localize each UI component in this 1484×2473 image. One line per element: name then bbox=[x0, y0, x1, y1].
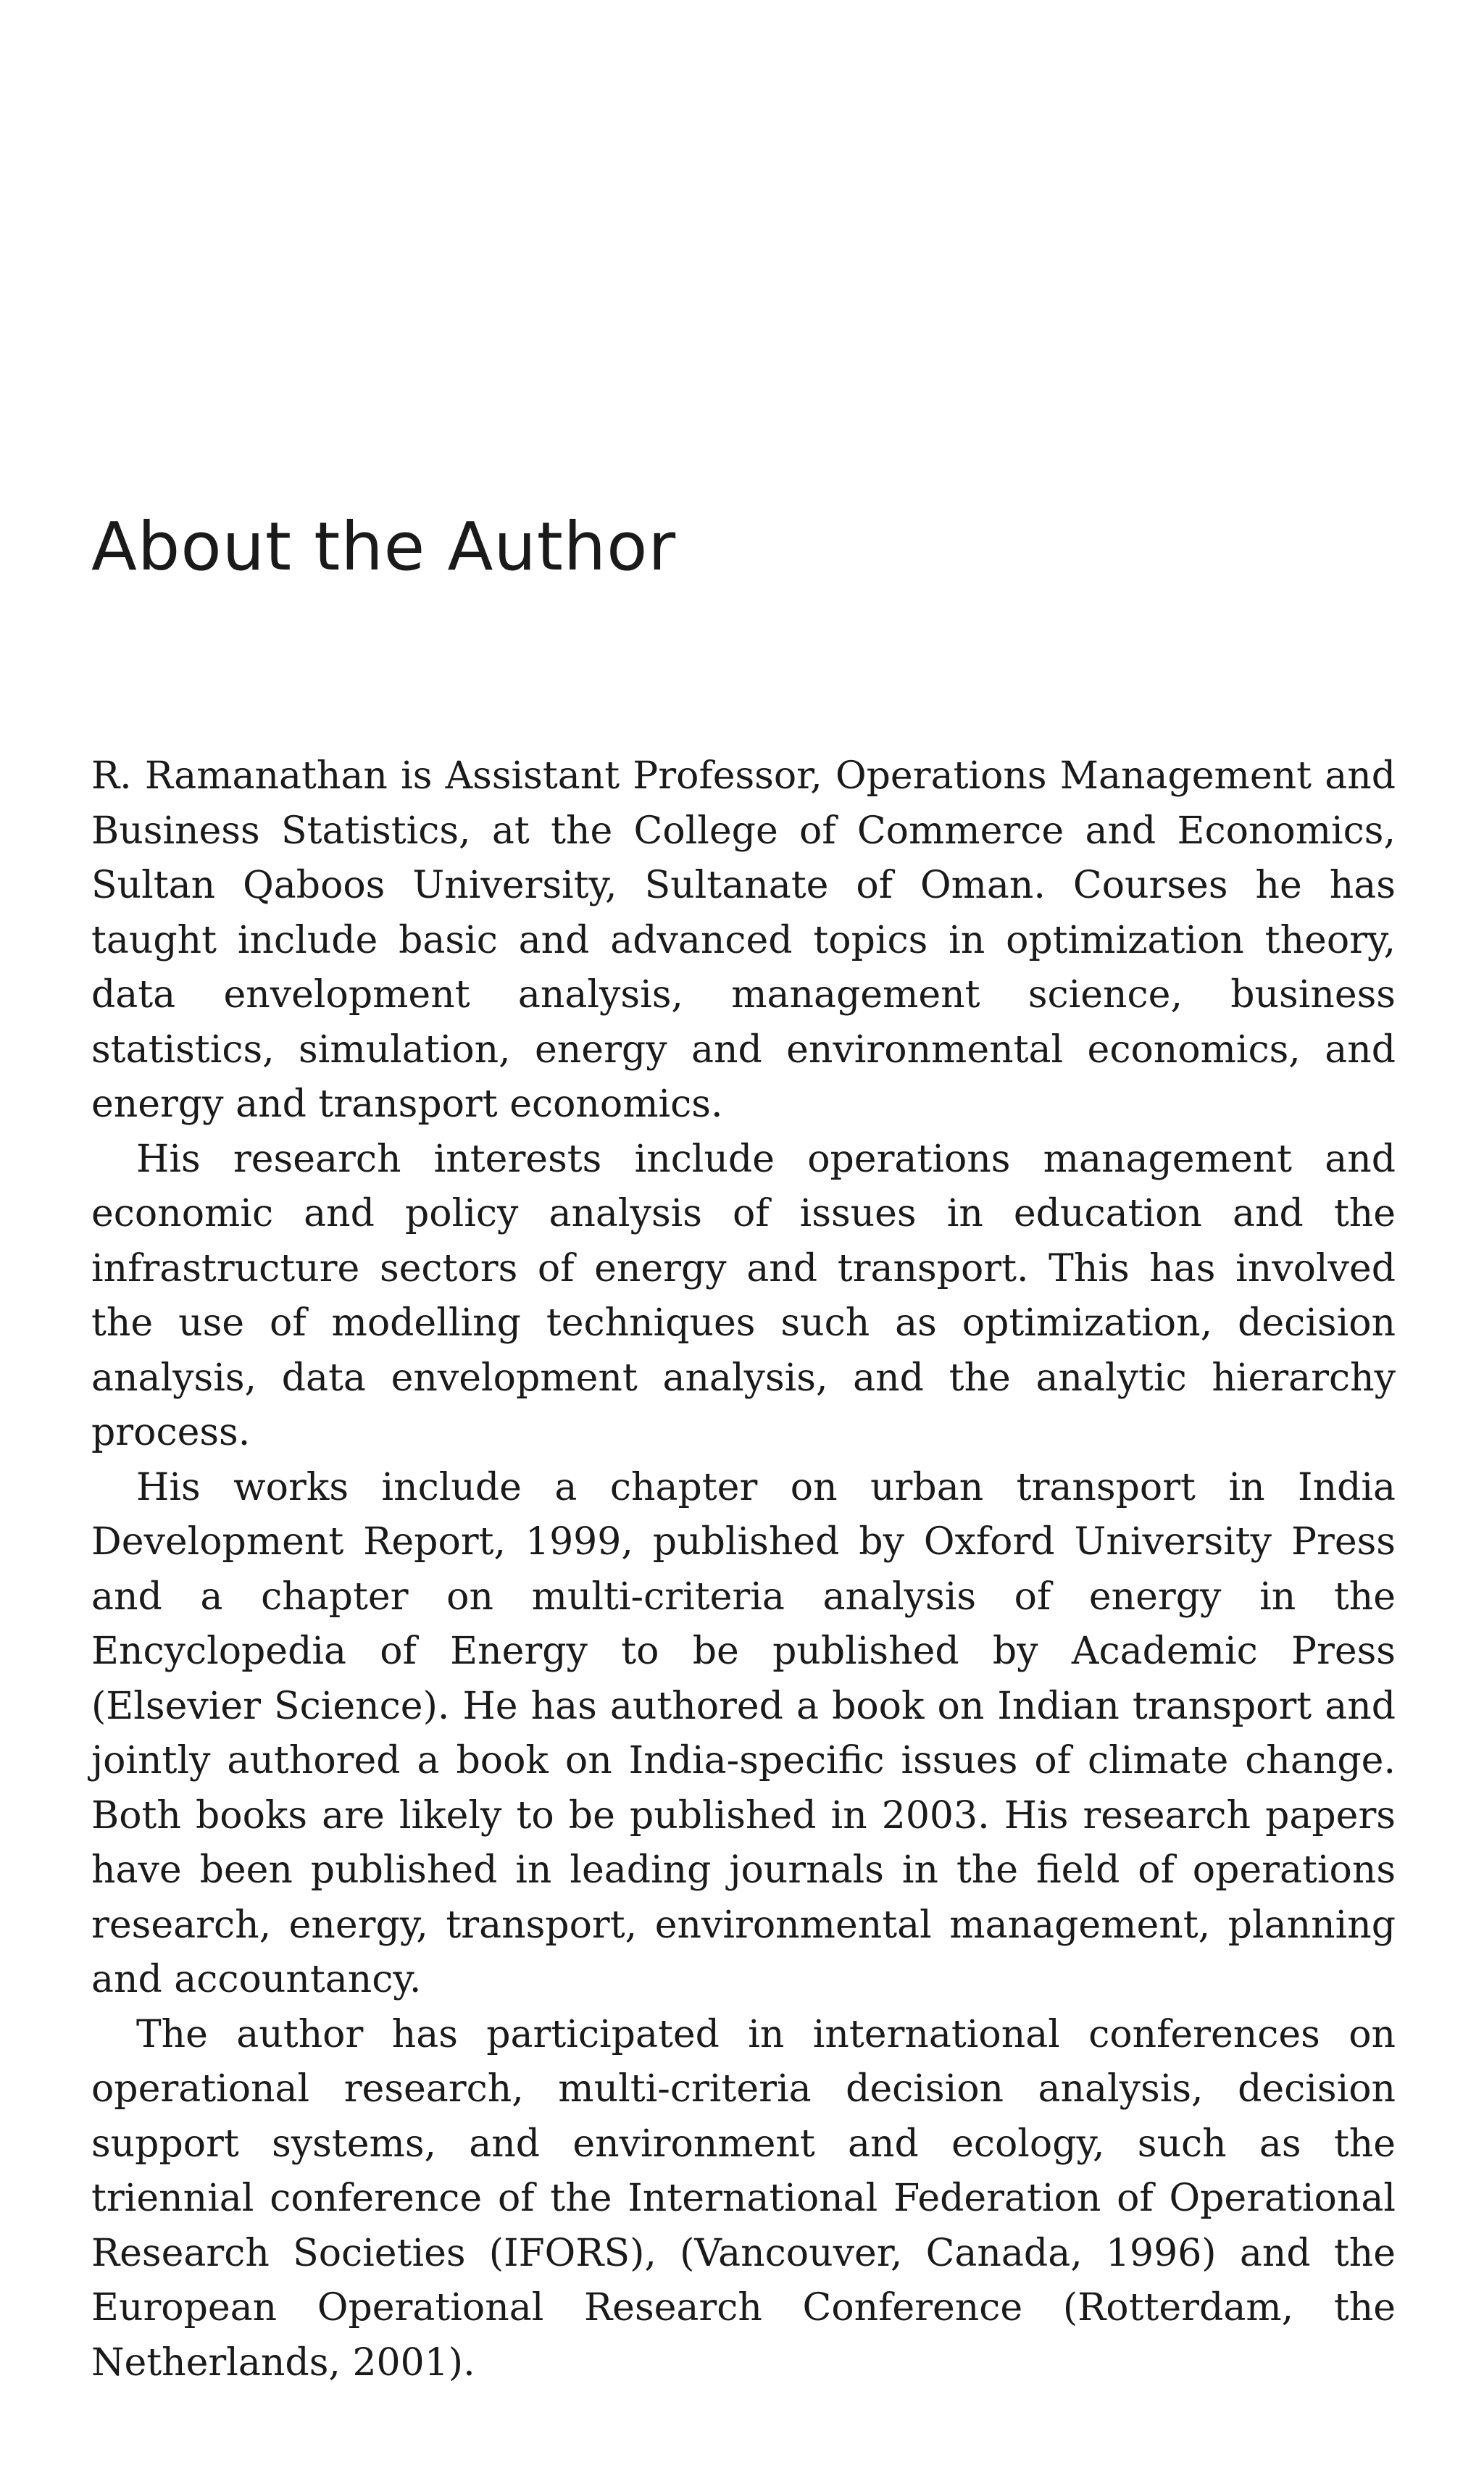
bio-paragraph-4: The author has participated in international conferences on operational research, multi-criteria decision analysis, decision support systems, and environment and ecology, such as the triennial conference of the International Federation of Operational Research Societies (IFORS), (Vancouver, Canada, 1996) and the European Operational Research Conference (Rotterdam, the Netherlands, 2001). bbox=[91, 2012, 1396, 2385]
bio-paragraph-2: His research interests include operations management and economic and policy analysis of issues in education and the infrastructure sectors of energy and transport. This has involved the use of modelling techniques such as optimization, decision analysis, data envelopment analysis, and the analytic hierarchy process. bbox=[91, 1137, 1396, 1454]
page-title: About the Author bbox=[91, 508, 677, 585]
bio-paragraph-3: His works include a chapter on urban transport in India Development Report, 1999, published by Oxford University Press and a chapter on multi-criteria analysis of energy in the Encyclopedia of Energy to be published by Academic Press (Elsevier Science). He has authored a book on Indian transport and jointly authored a book on India-specific issues of climate change. Both books are likely to be published in 2003. His research papers have been published in leading journals in the field of operations research, energy, transport, environmental management, planning and accountancy. bbox=[91, 1465, 1396, 2001]
author-bio bbox=[91, 749, 1396, 2390]
bio-paragraph-1: R. Ramanathan is Assistant Professor, Operations Management and Business Statistics, at the College of Commerce and Economics, Sultan Qaboos University, Sultanate of Oman. Courses he has taught include basic and advanced topics in optimization theory, data envelopment analysis, management science, business statistics, simulation, energy and environmental economics, and energy and transport economics. bbox=[91, 754, 1396, 1126]
